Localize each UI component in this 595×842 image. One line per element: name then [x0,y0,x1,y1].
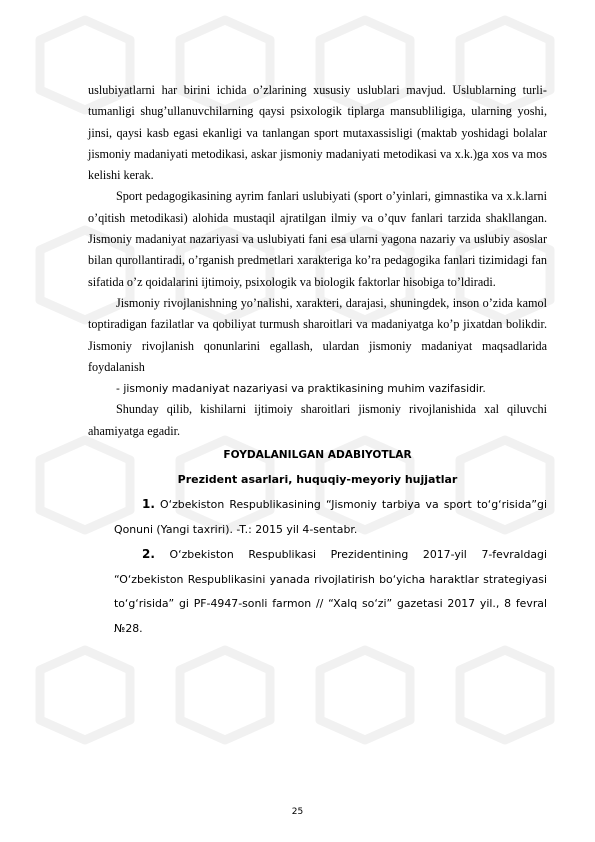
reference-number: 1. [142,497,155,512]
page-content [88,80,547,642]
paragraph-5: Shunday qilib, kishilarni ijtimoiy sharoitlari jismoniy rivojlanishida xal qiluvchi ahamiyatga egadir. [88,402,547,438]
references-subheading: Prezident asarlari, huquqiy-meyoriy hujjatlar [177,473,458,487]
reference-number: 2. [142,547,155,562]
reference-text: O‘zbekiston Respublikasining “Jismoniy tarbiya va sport to‘g‘risida”gi Qonuni (Yangi taxriri). -T.: 2015 yil 4-sentabr. [114,498,547,536]
paragraph-4: - jismoniy madaniyat nazariyasi va praktikasining muhim vazifasidir. [116,382,486,396]
references-heading: FOYDALANILGAN ADABIYOTLAR [223,449,412,462]
paragraph-2: Sport pedagogikasining ayrim fanlari uslubiyati (sport o’yinlari, gimnastika va x.k.larni o’qitish metodikasi) alohida mustaqil ajratilgan ilmiy va o’quv fanlari tarzida shakllangan. Jismoniy madaniyat nazariyasi va uslubiyati fani esa ularni yagona nazariy va uslubiy asoslar bilan qurollantiradi, o’rganish predmetlari xarakteriga ko’ra pedagogika fanlari tizimidagi fan sifatida o’z qoidalarini ijtimoiy, psixologik va biologik faktorlar hisobiga to’ldiradi. [88,189,547,289]
paragraph-3: Jismoniy rivojlanishning yo’nalishi, xarakteri, darajasi, shuningdek, inson o’zida kamol toptiradigan fazilatlar va qobiliyat turmush sharoitlari va madaniyatga ko’p jixatdan bolikdir. Jismoniy rivojlanish qonunlarini egallash, ulardan jismoniy madaniyat maqsadlarida foydalanish [88,295,547,374]
reference-item [114,492,547,542]
reference-text: O‘zbekiston Respublikasi Prezidentining 2017-yil 7-fevraldagi “O‘zbekiston Respublikasini yanada rivojlatirish bo‘yicha haraktlar strategiyasi to‘g‘risida” gi PF-4947-sonli farmon // “Xalq so‘zi” gazetasi 2017 yil., 8 fevral №28. [114,548,547,636]
reference-item [114,542,547,641]
paragraph-1: uslubiyatlarni har birini ichida o’zlarining xususiy uslublari mavjud. Uslublarning turli-tumanligi shug’ullanuvchilarning qaysi psixologik tiplarga mansubliligiga, ularning yoshi, jinsi, qaysi kasb egasi ekanligi va tanlangan sport mutaxassisligi (maktab yoshidagi bolalar jismoniy madaniyati metodikasi, askar jismoniy madaniyati metodikasi va x.k.)ga xos va mos kelishi kerak. [88,83,547,183]
page-number: 25 [291,807,304,817]
